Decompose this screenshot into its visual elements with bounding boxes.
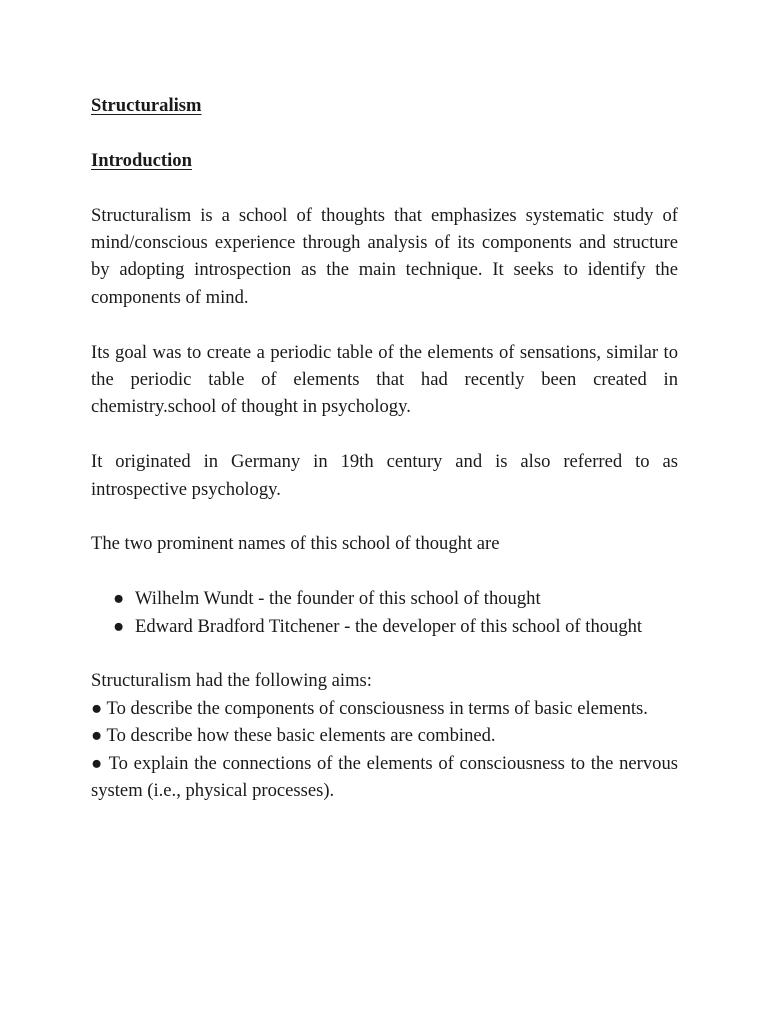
list-item-text: Edward Bradford Titchener - the developer of this school of thought	[135, 615, 643, 637]
paragraph-names-intro: The two prominent names of this school of thought are	[91, 533, 500, 555]
spacer	[91, 640, 678, 667]
spacer	[91, 311, 678, 338]
aim-item: ● To describe how these basic elements are combined.	[91, 725, 496, 747]
list-item	[113, 585, 678, 612]
document-title: Structuralism	[91, 95, 202, 116]
spacer	[91, 174, 678, 201]
paragraph-origin: It originated in Germany in 19th century and is also referred to as introspective psychology.	[91, 451, 678, 500]
aim-item: ● To explain the connections of the elements of consciousness to the nervous system (i.e., physical processes).	[91, 752, 678, 802]
list-item	[113, 613, 678, 640]
paragraph-definition: Structuralism is a school of thoughts that emphasizes systematic study of mind/conscious experience through analysis of its components and structure by adopting introspection as the main technique. It seeks to identify the components of mind.	[91, 204, 678, 308]
spacer	[91, 119, 678, 146]
bullet-icon: ●	[113, 588, 125, 610]
aims-intro: Structuralism had the following aims:	[91, 670, 372, 692]
spacer	[91, 421, 678, 448]
prominent-names-list	[91, 585, 678, 640]
paragraph-goal: Its goal was to create a periodic table of the elements of sensations, similar to the periodic table of elements that had recently been created in chemistry.school of thought in psychology.	[91, 341, 678, 418]
spacer	[91, 558, 678, 585]
document-page	[91, 92, 678, 804]
aim-item: ● To describe the components of consciousness in terms of basic elements.	[91, 697, 648, 719]
list-item-text: Wilhelm Wundt - the founder of this school of thought	[135, 588, 541, 610]
section-heading: Introduction	[91, 149, 192, 171]
bullet-icon: ●	[113, 615, 125, 637]
spacer	[91, 503, 678, 530]
